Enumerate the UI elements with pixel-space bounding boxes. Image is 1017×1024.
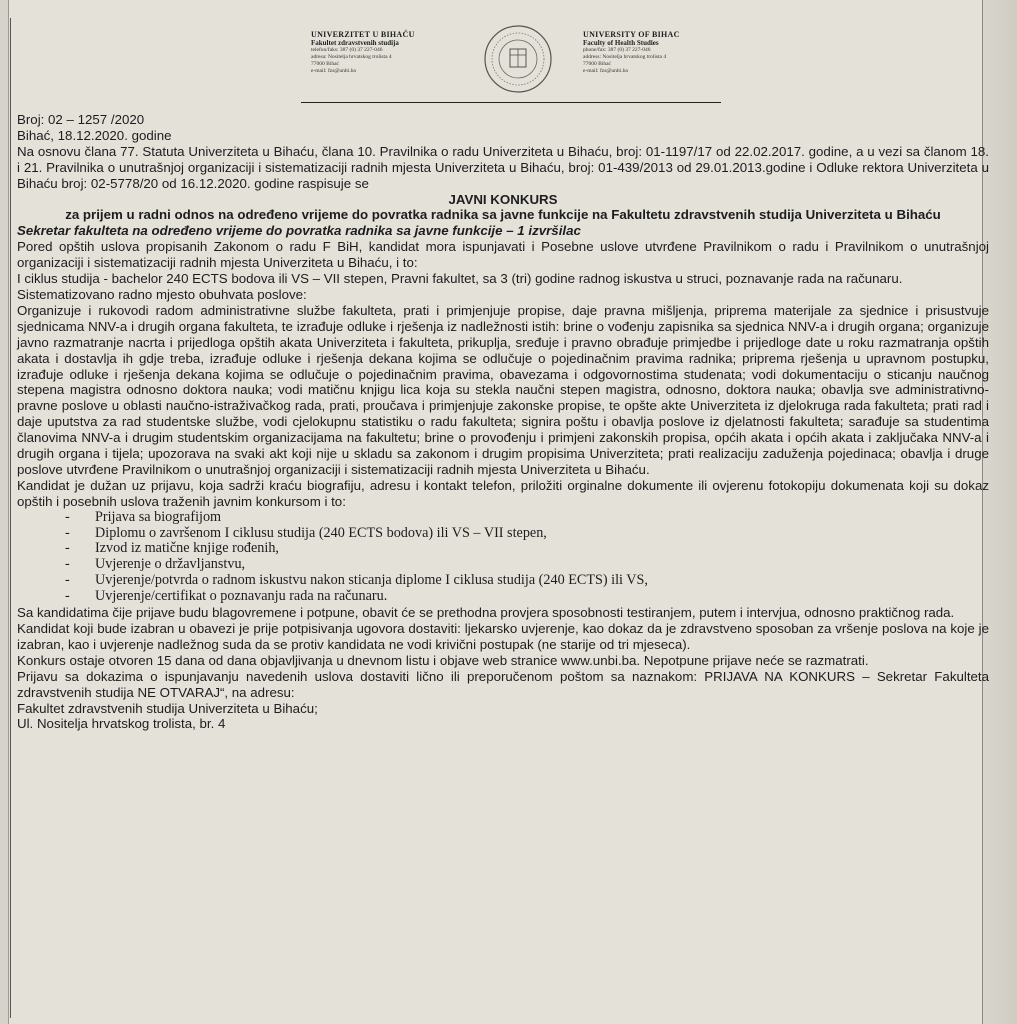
heading: JAVNI KONKURS [448,191,558,207]
document-number: Broj: 02 – 1257 /2020 [17,112,145,127]
documents-intro: Kandidat je dužan uz prijavu, koja sadrži kraću biografiju, adresu i kontakt telefon, priložiti orginalne dokumente ili ovjerenu fotokopiju dokumenata koji su dokaz opštih i posebnih uslova traženih javnim konkursom i to: [17,477,989,509]
duties-text: Organizuje i rukovodi radom administrativne službe fakulteta, prati i primjenjuje propise, daje pravna mišljenja, priprema materijale za sjednice i prisustvuje sjednicama NNV-a i drugih organa fakulteta, te izrađuje odluke i rješenja iz nadležnosti istih: brine o vođenju zapisnika sa sjednica NNV-a i drugih organa; organizuje javno razmatranje nacrta i prijedloga opštih akata Univerziteta i fakulteta, prikuplja, sređuje i pravno obrađuje primjedbe i prijedloge date u roku razmatranja opštih akata i dostavlja ih gdje treba, izrađuje odluke i rješenja dekana kojima se odlučuje o pojedinačnim pravima radnika; priprema rješenja u upravnom postupku, izrađuje odluke i rješenja dekana kojima se odlučuje o pojedinačnim pravima, obavezama i odgovornostima studenata; vodi dokumentaciju o sticanju naučnog stepena magistra odnosno doktora nauka; vodi matičnu knjigu lica koja su stekla naučni stepen magistra, odnosno, doktora nauka; obavlja sve administrativno-pravne poslove u oblasti naučno-istraživačkog rada, prati, proučava i primjenjuje zakonske propise, te opšte akte Univerziteta iz djelokruga rada fakulteta; prati rad i daje uputstva za rad studentske službe, vodi cjelokupnu statistiku o radu fakulteta; signira poštu i obavlja poslove iz djelatnosti fakulteta; sarađuje sa studentima članovima NNV-a i drugim studentskim organizacijama na fakultetu; brine o provođenju i primjeni zakonskih propisa, općih akata i općih akata i zaključaka NNV-a i drugih organa i tijela; upozorava na svaki akt koji nije u skladu sa zakonom i drugim propisima Univerziteta; prati realizaciju zaduženja pojedinaca; obavlja i druge poslove utvrđene Pravilnikom o unutrašnjoj organizaciji i sistematizaciji radnih mjesta Univerziteta u Bihaću. [17,302,989,477]
letterhead-divider [301,102,721,103]
subheading: za prijem u radni odnos na određeno vrijeme do povratka radnika sa javne funkcije na Fakultetu zdravstvenih studija Univerziteta u Bihaću [65,207,941,223]
letterhead-right-title: UNIVERSITY OF BIHAC [583,30,680,39]
letterhead [11,18,983,108]
letterhead-right [583,30,753,75]
address-line-1: Fakultet zdravstvenih studija Univerziteta u Bihaću; [17,700,318,716]
letterhead-right-line: address: Nositelja hrvatskog trolista 4 [583,54,667,60]
list-item: - Uvjerenje o državljanstvu, [65,556,246,573]
letterhead-left-line: adresa: Nositelja hrvatskog trolista 4 [311,54,392,60]
letterhead-left-subtitle: Fakultet zdravstvenih studija [311,39,399,47]
document-page [10,18,989,1018]
page-edge-left [0,0,9,1024]
documents-list [17,510,989,605]
duties-intro: Sistematizovano radno mjesto obuhvata poslove: [17,286,307,302]
general-conditions: Pored opštih uslova propisanih Zakonom o radu F BiH, kandidat mora ispunjavati i Posebne uslove utvrđene Pravilnikom o radu i Pravilnikom o unutrašnjoj organizaciji i sistematizaciji radnih mjesta Univerziteta u Bihaću, i to: [17,239,989,271]
legal-basis: Na osnovu člana 77. Statuta Univerziteta u Bihaću, člana 10. Pravilnika o radu Univerziteta u Bihaću, broj: 01-1197/17 od 22.02.2017. godine, a u vezi sa članom 18. i 21. Pravilnika o unutrašnjoj organizaciji i sistematizaciji radnih mjesta Univerziteta u Bihaću, broj: 01-439/2013 od 29.01.2013.godine i Odluke rektora Univerziteta u Bihaću broj: 02-5778/20 od 16.12.2020. godine raspisuje se [17,143,989,191]
list-item: - Prijava sa biografijom [65,508,222,525]
university-seal-icon [483,24,553,94]
list-item: - Diplomu o završenom I ciklusu studija (240 ECTS bodova) ili VS – VII stepen, [65,524,547,541]
letterhead-left-line: telefon/faks: 387 (0) 37 227-046 [311,47,383,53]
special-conditions: I ciklus studija - bachelor 240 ECTS bodova ili VS – VII stepen, Pravni fakultet, sa 3 (tri) godine radnog iskustva u struci, poznavanje rada na računaru. [17,271,903,287]
deadline: Konkurs ostaje otvoren 15 dana od dana objavljivanja u dnevnom listu i objave web stranice www.unbi.ba. Nepotpune prijave neće se razmatrati. [17,652,869,668]
letterhead-left [311,30,481,75]
position-title: Sekretar fakulteta na određeno vrijeme do povratka radnika sa javne funkcije – 1 izvršilac [17,223,581,239]
letterhead-left-line: e-mail: fzs@unbi.ba [311,68,356,74]
list-item: - Izvod iz matične knjige rođenih, [65,540,279,557]
document-body [17,112,989,732]
list-item: - Uvjerenje/certifikat o poznavanju rada na računaru. [65,588,388,605]
submission-instructions: Prijavu sa dokazima o ispunjavanju navedenih uslova dostaviti lično ili preporučenom poštom sa naznakom: PRIJAVA NA KONKURS – Sekretar Fakulteta zdravstvenih studija NE OTVARAJ“, na adresu: [17,668,989,700]
required-after-selection: Kandidat koji bude izabran u obavezi je prije potpisivanja ugovora dostaviti: ljekarsko uvjerenje, kao dokaz da je zdravstveno sposoban za vršenje poslova na koje je izabran, kao i uvjerenje nadležnog suda da se protiv kandidata ne vodi krivični postupak (ne starije od tri mjeseca). [17,621,989,652]
letterhead-left-line: 77000 Bihać [311,61,339,67]
letterhead-right-subtitle: Faculty of Health Studies [583,39,659,47]
document-date: Bihać, 18.12.2020. godine [17,127,172,143]
letterhead-right-line: phone/fax: 387 (0) 37 227-046 [583,47,651,53]
list-item: - Uvjerenje/potvrda o radnom iskustvu nakon sticanja diplome I ciklusa studija (240 ECTS) ili VS, [65,572,648,589]
letterhead-right-line: e-mail: fzs@unbi.ba [583,68,628,74]
letterhead-right-line: 77000 Bihać [583,61,611,67]
selection-process: Sa kandidatima čije prijave budu blagovremene i potpune, obavit će se prethodna provjera sposobnosti testiranjem, putem i intervjua, odnosno praktičnog rada. [17,605,955,621]
address-line-2: Ul. Nositelja hrvatskog trolista, br. 4 [17,716,226,732]
letterhead-left-title: UNIVERZITET U BIHAĆU [311,30,415,39]
